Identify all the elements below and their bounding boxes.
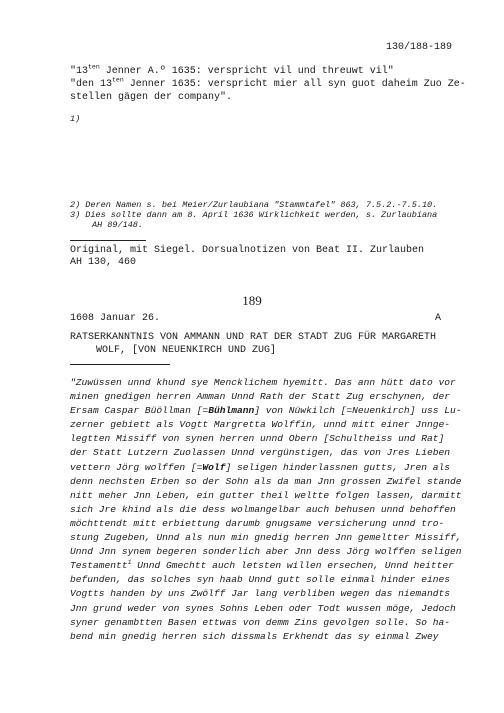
body-line: Unnd Jnn synem begeren sonderlich aber Jnn dess Jörg wolffen seligen bbox=[70, 546, 462, 558]
body-text: vettern Jörg wolffen [= bbox=[70, 461, 203, 473]
body-line bbox=[70, 404, 462, 418]
quote-line-1-superscript: ten bbox=[88, 63, 100, 71]
quote-line-2-text-b: Jenner 1635: verspricht mier all syn guot daheim Zuo Ze- bbox=[123, 79, 466, 90]
body-text: Testamentt bbox=[70, 560, 128, 572]
original-note-line-2: AH 130, 460 bbox=[70, 257, 137, 268]
body-line: bend min gnedig herren sich dissmals Erkhendt das sy einmal Zwey bbox=[70, 630, 439, 642]
quote-line-3: stellen gägen der company". bbox=[70, 92, 233, 103]
body-line: der Statt Lutzern Zuolassen Unnd vergünstigen, das von Jres Lieben bbox=[70, 447, 450, 459]
body-text: ] seligen hinderlassnen gutts, Jren als bbox=[225, 461, 450, 473]
body-bold-name: Wolf bbox=[202, 461, 226, 473]
original-note-line-1: Original, mit Siegel. Dorsualnotizen von Beat II. Zurlauben bbox=[70, 245, 425, 256]
body-text: ] von Nüwkilch [=Neuenkirch] uss Lu- bbox=[254, 405, 462, 417]
body-line: minen gnedigen herren Amman Unnd Rath der Statt Zug erschynen, der bbox=[70, 391, 450, 403]
quote-line-1 bbox=[70, 63, 394, 77]
quote-line-2-text-a: "den 13 bbox=[70, 79, 113, 90]
footnote-3-continuation: AH 89/148. bbox=[92, 220, 144, 230]
body-line: Jnn grund weder von synes Sohns Leben oder Todt wussen möge, Jedoch bbox=[70, 602, 456, 614]
document-title-line-1: RATSERKANNTNIS VON AMMANN UND RAT DER STADT ZUG FÜR MARGARETH bbox=[70, 332, 437, 343]
footnote-3: 3) Dies sollte dann am 8. April 1636 Wirklichkeit werden, s. Zurlaubiana bbox=[70, 210, 438, 220]
body-line: stung Zugeben, Unnd als nun min gnedig herren Jnn gemeltter Missiff, bbox=[70, 532, 462, 544]
quote-line-2-superscript: ten bbox=[112, 76, 124, 84]
body-line: syner genambtten Basen ettwas von demm Zins gevolgen solle. So ha- bbox=[70, 616, 450, 628]
document-version-letter: A bbox=[435, 313, 442, 324]
body-text: Ersam Caspar Büöllman [= bbox=[70, 405, 209, 417]
body-line: legtten Missiff von synen herren unnd Obern [Schultheiss und Rat] bbox=[70, 433, 445, 445]
body-line: befunden, das solches syn haab Unnd gutt solle einmal hinder eines bbox=[70, 574, 450, 586]
body-line: sich Jre khind als die dess wolmangelbar auch behusen unnd behoffen bbox=[70, 503, 456, 515]
quote-line-1-text-b: Jenner A.º 1635: verspricht vil und threuwt vil" bbox=[99, 66, 394, 77]
body-line bbox=[70, 559, 454, 573]
body-line: denn nechsten Erben so der Sohn als da man Jnn grossen Zwifel stande bbox=[70, 475, 462, 487]
quote-line-2 bbox=[70, 76, 466, 90]
footnote-2: 2) Deren Namen s. bei Meier/Zurlaubiana "Stammtafel" 863, 7.5.2.-7.5.10. bbox=[70, 200, 438, 210]
quote-line-1-text-a: "13 bbox=[70, 66, 89, 77]
body-text: Unnd Gmechtt auch letsten willen ersechen, Unnd heitter bbox=[131, 560, 454, 572]
page-reference: 130/188-189 bbox=[386, 42, 453, 53]
document-date: 1608 Januar 26. bbox=[70, 313, 161, 324]
body-bold-name: Bühlmann bbox=[208, 405, 255, 417]
body-line: "Zuwüssen unnd khund sye Mencklichem hyemitt. Das ann hütt dato vor bbox=[70, 377, 456, 388]
document-title bbox=[70, 331, 436, 357]
title-separator-rule bbox=[70, 364, 170, 365]
body-footnote-superscript: 1 bbox=[127, 559, 132, 567]
body-line: Vogtts handen by uns Zwölff Jar lang verbliben wegen das niemandts bbox=[70, 588, 450, 600]
separator-rule bbox=[70, 240, 146, 241]
document-title-line-2: WOLF, [VON NEUENKIRCH UND ZUG] bbox=[96, 345, 277, 356]
body-line: nitt meher Jnn Leben, ein gutter theil weltte folgen lassen, darmitt bbox=[70, 489, 462, 501]
document-number: 189 bbox=[242, 293, 262, 308]
body-line bbox=[70, 461, 450, 475]
body-line: möchttendt mitt erbiettung darumb gnugsame versicherung unnd tro- bbox=[70, 517, 445, 529]
body-line: zerner gebiett als Vogtt Margretta Wolffin, unnd mitt einer Jnnge- bbox=[70, 419, 450, 431]
footnote-marker: 1) bbox=[70, 114, 81, 124]
document-body bbox=[70, 376, 462, 644]
